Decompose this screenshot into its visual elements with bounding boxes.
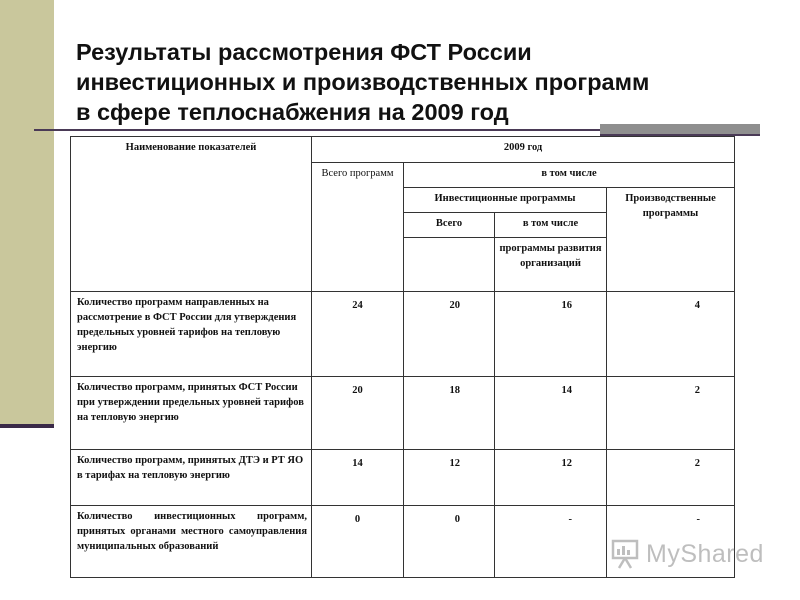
row-label: Количество программ, принятых ДТЭ и РТ ЯО в тарифах на тепловую энергию xyxy=(71,450,312,506)
cell-total: 14 xyxy=(312,450,404,506)
watermark xyxy=(610,536,770,572)
header-total-programs: Всего программ xyxy=(312,163,404,292)
cell-total: 24 xyxy=(312,292,404,377)
title-line-1: Результаты рассмотрения ФСТ России xyxy=(76,39,532,65)
header-investment-programs: Инвестиционные программы xyxy=(404,188,607,213)
header-including: в том числе xyxy=(404,163,735,188)
header-inv-including: в том числе xyxy=(495,213,607,238)
row-label: Количество инвестиционных программ, принятых органами местного самоуправления муниципальных образований xyxy=(71,506,312,578)
programs-table xyxy=(70,136,735,578)
cell-production: - xyxy=(607,506,735,578)
left-decor-band xyxy=(0,0,54,428)
presentation-board-icon xyxy=(610,538,640,570)
cell-production: 4 xyxy=(607,292,735,377)
header-indicators: Наименование показателей xyxy=(71,137,312,292)
cell-org-dev: 16 xyxy=(495,292,607,377)
cell-total: 0 xyxy=(312,506,404,578)
cell-inv-total: 12 xyxy=(404,450,495,506)
table-row xyxy=(71,450,735,506)
cell-production: 2 xyxy=(607,450,735,506)
header-empty-cell xyxy=(404,238,495,292)
cell-inv-total: 0 xyxy=(404,506,495,578)
row-label: Количество программ направленных на рассмотрение в ФСТ России для утверждения предельных уровней тарифов на тепловую энергию xyxy=(71,292,312,377)
cell-inv-total: 20 xyxy=(404,292,495,377)
title-line-2: инвестиционных и производственных программ xyxy=(76,69,650,95)
left-decor-band-edge xyxy=(0,424,54,428)
title-underline xyxy=(34,129,600,131)
cell-total: 20 xyxy=(312,377,404,450)
row-label: Количество программ, принятых ФСТ России при утверждении предельных уровней тарифов на тепловую энергию xyxy=(71,377,312,450)
cell-inv-total: 18 xyxy=(404,377,495,450)
title-line-3: в сфере теплоснабжения на 2009 год xyxy=(76,99,509,125)
header-org-dev-programs: программы развития организаций xyxy=(495,238,607,292)
cell-production: 2 xyxy=(607,377,735,450)
cell-org-dev: - xyxy=(495,506,607,578)
table-row xyxy=(71,292,735,377)
table-row xyxy=(71,377,735,450)
watermark-text: MyShared xyxy=(646,539,764,568)
header-year: 2009 год xyxy=(312,137,735,163)
slide-title xyxy=(76,37,776,127)
header-production-programs: Производственные программы xyxy=(607,188,735,292)
cell-org-dev: 14 xyxy=(495,377,607,450)
cell-org-dev: 12 xyxy=(495,450,607,506)
header-inv-total: Всего xyxy=(404,213,495,238)
